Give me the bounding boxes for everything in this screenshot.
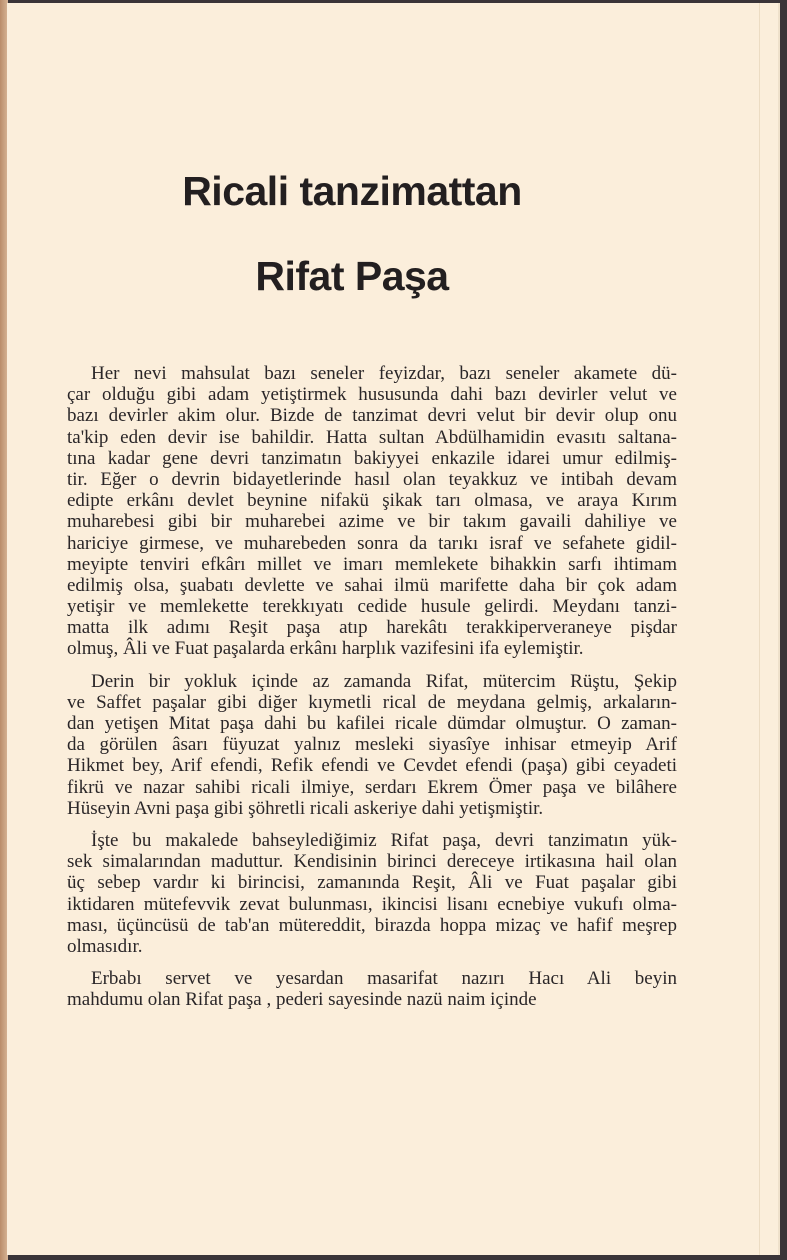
text-line: Hüseyin Avni paşa gibi şöhretli ricali askeriye dahi yetişmiştir. xyxy=(67,797,544,819)
text-line: meyipte tenviri efkârı millet ve imarı memlekete bihakkin sarfı ihtimam xyxy=(67,553,677,575)
page-title-line-2: Rifat Paşa xyxy=(255,253,449,299)
text-line: sek simalarından maduttur. Kendisinin birinci dereceye irtikasına hail olan xyxy=(67,851,677,873)
text-line: edipte erkânı devlet beynine nifakü şikak tarı olmasa, ve araya Kırım xyxy=(67,490,677,512)
page-fold-edge xyxy=(759,3,770,1255)
article-body xyxy=(67,363,677,1021)
text-line: çar olduğu gibi adam yetiştirmek hususunda dahi bazı devirler velut ve xyxy=(67,384,677,406)
text-line: muharebesi gibi bir muharebei azime ve bir takım gavaili dahiliye ve xyxy=(67,511,677,533)
book-page xyxy=(7,3,780,1255)
text-line: olmuş, Âli ve Fuat paşalarda erkânı harplık vazifesini ifa eylemiştir. xyxy=(67,638,584,660)
text-line: Her nevi mahsulat bazı seneler feyizdar, bazı seneler akamete dü- xyxy=(91,363,677,384)
text-line: bazı devirler akim olur. Bizde de tanzimat devri velut bir devir olup onu xyxy=(67,405,677,427)
text-line: tına kadar gene devri tanzimatın bakiyyei enkazile idarei umur edilmiş- xyxy=(67,447,677,469)
text-line: yetişir ve memlekette terekkıyatı cedide husule gelirdi. Meydanı tanzi- xyxy=(67,596,677,618)
paragraph xyxy=(67,830,677,957)
text-line: dan yetişen Mitat paşa dahi bu kafilei ricale dümdar olmuştur. O zaman- xyxy=(67,713,677,734)
page-title-line-1: Ricali tanzimattan xyxy=(182,168,522,214)
paragraph xyxy=(67,671,677,819)
paragraph xyxy=(67,968,677,1010)
text-line: edilmiş olsa, şuabatı devlette ve sahai ilmü marifette daha bir çok adam xyxy=(67,574,677,596)
text-line: İşte bu makalede bahseylediğimiz Rifat paşa, devri tanzimatın yük- xyxy=(91,829,677,851)
text-line: matta ilk adımı Reşit paşa atıp harekâtı terakkiperveraneye pişdar xyxy=(67,617,677,639)
text-line: ması, üçüncüsü de tab'an mütereddit, birazda hoppa mizaç ve hafif meşrep xyxy=(67,914,677,936)
text-line: olmasıdır. xyxy=(67,935,143,957)
text-line: da görülen âsarı füyuzat yalnız mesleki siyasîye inhisar etmeyip Arif xyxy=(67,734,677,756)
text-line: iktidaren mütefevvik zevat bulunması, ikincisi lisanı ecnebiye vukufı olma- xyxy=(67,893,677,915)
paragraph xyxy=(67,363,677,660)
text-line: tir. Eğer o devrin bidayetlerinde hasıl olan teyakkuz ve intibah devam xyxy=(67,468,677,490)
text-line: üç sebep vardır ki birincisi, zamanında Reşit, Âli ve Fuat paşalar gibi xyxy=(67,872,677,894)
text-line: Hikmet bey, Arif efendi, Refik efendi ve Cevdet efendi (paşa) gibi ceyadeti xyxy=(67,755,677,777)
text-line: fikrü ve nazar sahibi ricali ilmiye, serdarı Ekrem Ömer paşa ve bilâhere xyxy=(67,776,677,798)
text-line: Derin bir yokluk içinde az zamanda Rifat, mütercim Rüştu, Şekip xyxy=(91,670,677,692)
text-line: Erbabı servet ve yesardan masarifat nazırı Hacı Ali beyin xyxy=(91,968,677,990)
text-line: ta'kip eden devir ise bahildir. Hatta sultan Abdülhamidin evasıtı saltana- xyxy=(67,426,677,448)
text-line: ve Saffet paşalar gibi diğer kıymetli rical de meydana gelmiş, arkaların- xyxy=(67,691,677,713)
text-line: hariciye girmese, ve muharebeden sonra da tarıkı israf ve sefahete gidil- xyxy=(67,532,677,554)
text-line: mahdumu olan Rifat paşa , pederi sayesinde nazü naim içinde xyxy=(67,989,537,1011)
